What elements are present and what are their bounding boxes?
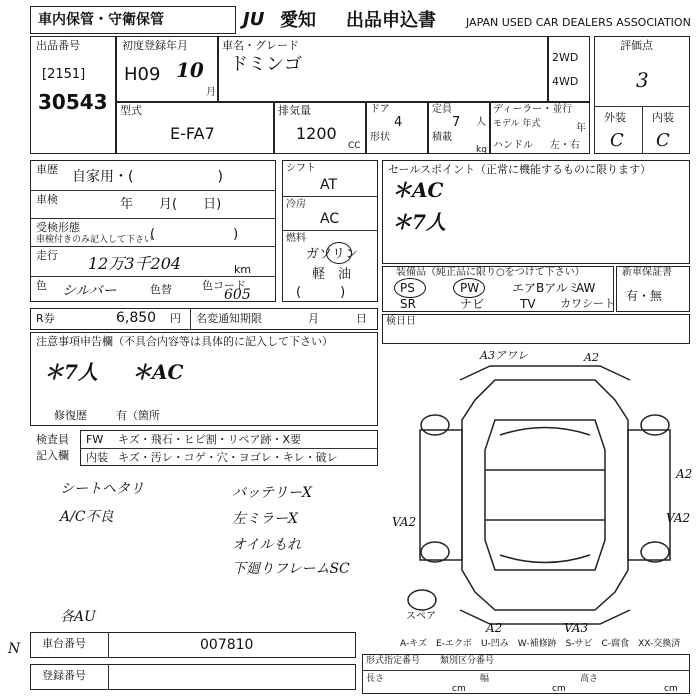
shift-value: AT <box>320 177 338 193</box>
color-label: 色 <box>36 279 47 292</box>
color-code-label: 色コード <box>202 279 246 292</box>
fuel-gas: ガソリン <box>306 247 359 262</box>
equip-navi: ナビ <box>460 297 485 311</box>
reg-month-unit: 月 <box>206 87 216 98</box>
history-label: 車歴 <box>36 163 58 176</box>
inspection-value: 年 月( 日) <box>120 197 222 212</box>
cooling-value: AC <box>320 211 340 227</box>
reg-month-hand: 10 <box>176 58 204 82</box>
color-code: 605 <box>224 287 251 303</box>
regno-label: 登録番号 <box>42 669 86 682</box>
fuel-other: ( ) <box>296 285 346 300</box>
inspector-label-2: 記入欄 <box>36 449 69 462</box>
lot-number: 30543 <box>38 90 108 114</box>
exterior-grade: C <box>610 130 624 151</box>
cap-label: 定員 <box>432 104 452 115</box>
warranty-value: 有・無 <box>626 289 663 303</box>
equip-airbag: エアBアルミ <box>512 281 580 295</box>
fuel-label: 燃料 <box>286 233 306 244</box>
ju-logo: JU <box>243 9 265 30</box>
spec-cm-3: cm <box>664 684 678 694</box>
chassis-value: 007810 <box>200 637 254 653</box>
int-label: 内装 <box>86 451 108 464</box>
equip-tv: TV <box>520 297 536 311</box>
spec-label-5: 高さ <box>580 674 599 684</box>
interior-grade: C <box>656 130 670 151</box>
shape-label: 形状 <box>370 132 390 143</box>
disp-label: 排気量 <box>278 104 311 117</box>
spec-label-1: 形式指定番号 <box>366 656 421 666</box>
handle-label: ハンドル <box>493 140 533 151</box>
diag-top: A3アワレ <box>480 349 528 362</box>
equip-aw: AW <box>576 281 596 295</box>
year-unit: 年 <box>576 123 586 134</box>
receipt-note: 車検付きのみ記入して下さい <box>36 235 154 245</box>
receipt-value: ( ) <box>150 227 239 242</box>
recycle-unit: 円 <box>170 312 181 325</box>
notes-hand-1: ＊7人 <box>44 360 98 384</box>
repair-value: 有（箇所 <box>116 409 160 422</box>
remark-r3: オイルもれ <box>232 537 302 553</box>
notes-label: 注意事項申告欄（不具合内容等は具体的に記入して下さい） <box>36 335 333 348</box>
disp-unit: CC <box>348 141 361 151</box>
remark-n: N <box>8 641 21 657</box>
diag-right2: A2 <box>676 467 693 481</box>
fw-label: FW <box>86 433 104 446</box>
tax-notice-day: 日 <box>356 312 367 325</box>
inspector-label-1: 検査員 <box>36 433 69 446</box>
spec-label-3: 長さ <box>366 674 385 684</box>
doors-label: ドア <box>370 104 390 115</box>
fuel-circle-mark <box>326 242 352 264</box>
equip-sr: SR <box>400 297 416 311</box>
recycle-value: 6,850 <box>116 310 157 326</box>
equipment-label: 装備品（純正品に限り○をつけて下さい） <box>396 267 585 278</box>
cooling-label: 冷房 <box>286 199 306 210</box>
diag-spare: スペア <box>406 611 436 622</box>
lot-label: 出品番号 <box>36 39 80 52</box>
remark-r4: 下廻りフレームSC <box>232 561 350 577</box>
remark-l2: A/C不良 <box>60 509 114 525</box>
spec-cm-2: cm <box>552 684 566 694</box>
mileage-value: 12万3千204 <box>88 254 182 273</box>
lot-sub: [2151] <box>42 67 86 82</box>
selling-point-2: ＊7人 <box>392 210 446 234</box>
diag-bottom-right: VA3 <box>564 621 589 635</box>
inspection-label: 車検 <box>36 193 58 206</box>
interior-label: 内装 <box>652 111 674 124</box>
selling-label: セールスポイント（正常に機能するものに限ります） <box>388 163 652 176</box>
int-text: キズ・汚レ・コゲ・穴・ヨゴレ・キレ・破レ <box>118 451 338 464</box>
reg-label: 初度登録年月 <box>122 39 188 52</box>
notes-hand-2: ＊AC <box>132 360 184 384</box>
dealer-label: ディーラー・並行 <box>493 104 573 115</box>
after-box <box>382 314 690 344</box>
rating-label: 評価点 <box>620 39 653 52</box>
tax-notice-month: 月 <box>308 312 319 325</box>
form-title: 出品申込書 <box>346 10 436 31</box>
drive-2wd: 2WD <box>552 51 579 64</box>
model-label: 型式 <box>120 104 142 117</box>
carname-label: 車名・グレード <box>222 39 299 52</box>
damage-legend: A-キズ E-エクボ U-凹み W-補修跡 S-サビ C-腐食 XX-交換済 <box>400 639 681 649</box>
payload-unit: kg <box>476 145 487 155</box>
equip-pw: PW <box>460 281 480 295</box>
drive-4wd: 4WD <box>552 75 579 88</box>
model-year-label: モデル 年式 <box>493 119 541 129</box>
handle-lr: 左・右 <box>550 140 580 151</box>
car-damage-diagram <box>400 360 693 630</box>
after-label: 検日日 <box>386 316 416 327</box>
remark-l1: シートヘタリ <box>60 481 144 497</box>
reg-year: H09 <box>124 64 161 85</box>
mileage-unit: km <box>234 263 252 276</box>
history-value: 自家用・( ) <box>72 169 223 185</box>
spec-label-4: 幅 <box>480 674 490 684</box>
rating-value: 3 <box>636 68 649 92</box>
doors-value: 4 <box>394 115 403 130</box>
carname-value: ドミンゴ <box>230 54 302 75</box>
warranty-label: 新車保証書 <box>622 267 672 278</box>
association-name: JAPAN USED CAR DEALERS ASSOCIATION <box>466 16 691 29</box>
color-value: シルバー <box>62 283 117 299</box>
cap-unit: 人 <box>476 117 486 128</box>
tax-notice-label: 名変通知期限 <box>196 312 262 325</box>
remark-bottom: 各AU <box>60 609 96 625</box>
repair-label: 修復歴 <box>54 409 87 422</box>
equip-ps: PS <box>400 281 415 295</box>
diag-bottom-left: A2 <box>486 621 503 635</box>
selling-point-1: ＊AC <box>392 178 444 202</box>
spec-cm-1: cm <box>452 684 466 694</box>
shift-label: シフト <box>286 163 316 174</box>
equip-seat: カワシート <box>560 297 615 310</box>
pw-circle-mark <box>453 278 485 298</box>
receipt-label: 受検形態 <box>36 221 80 234</box>
diag-left: VA2 <box>392 515 417 529</box>
fuel-diesel: 軽 油 <box>312 267 352 282</box>
spec-label-2: 類別区分番号 <box>440 656 495 666</box>
disp-value: 1200 <box>296 124 337 143</box>
fw-text: キズ・飛石・ヒビ割・リペア跡・X要 <box>118 433 302 446</box>
org-name: 愛知 <box>280 10 316 31</box>
storage-label: 車内保管・守衛保管 <box>38 12 164 28</box>
model-value: E-FA7 <box>170 124 215 143</box>
chassis-label: 車台番号 <box>42 637 86 650</box>
color-change-label: 色替 <box>150 283 172 296</box>
diag-top2: A2 <box>584 351 599 364</box>
exterior-label: 外装 <box>604 111 626 124</box>
diag-right: VA2 <box>666 511 691 525</box>
remark-r2: 左ミラーX <box>232 511 298 527</box>
payload-label: 積載 <box>432 132 452 143</box>
ps-circle-mark <box>394 278 426 298</box>
cap-value: 7 <box>452 115 461 130</box>
remark-r1: バッテリーX <box>232 485 312 501</box>
mileage-label: 走行 <box>36 249 58 262</box>
drive-box <box>548 36 590 102</box>
recycle-label: R券 <box>36 312 55 325</box>
